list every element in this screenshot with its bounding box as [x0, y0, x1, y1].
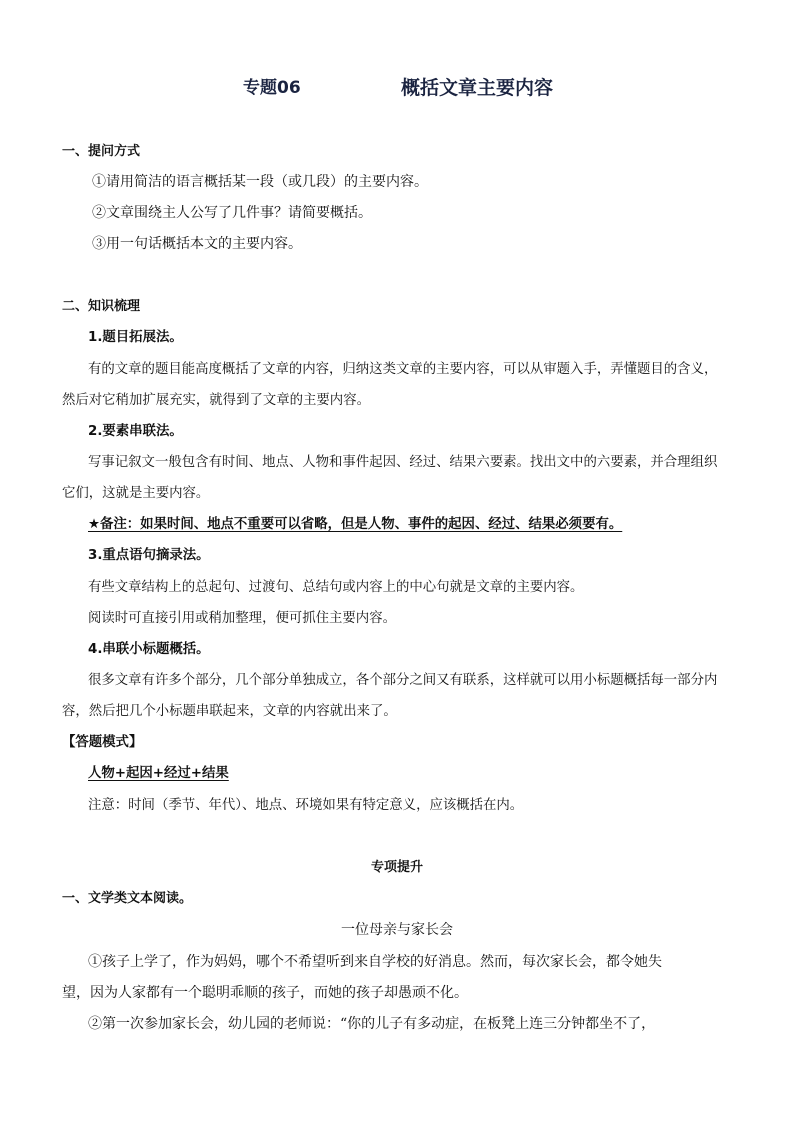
section1-heading: 一、提问方式 [62, 144, 141, 159]
story-para2-line1: ②第一次参加家长会，幼儿园的老师说：“你的儿子有多动症，在板凳上连三分钟都坐不了， [88, 1016, 656, 1032]
method4-para-line1: 很多文章有许多个部分，几个部分单独成立，各个部分之间又有联系，这样就可以用小标题概括每一部分内 [88, 673, 718, 688]
method1-para-line1: 有的文章的题目能高度概括了文章的内容，归纳这类文章的主要内容，可以从审题入手，弄懂题目的含义， [88, 362, 718, 377]
document-title [0, 73, 794, 101]
practice-subheading: 一、文学类文本阅读。 [62, 891, 193, 906]
method2-para-line1: 写事记叙文一般包含有时间、地点、人物和事件起因、经过、结果六要素。找出文中的六要素，并合理组织 [88, 455, 718, 470]
story-para1-line2: 望，因为人家都有一个聪明乖顺的孩子，而她的孩子却愚顽不化。 [62, 985, 468, 1001]
answer-formula: 人物+起因+经过+结果 [88, 766, 229, 781]
method2-para-line2: 它们，这就是主要内容。 [62, 486, 210, 501]
practice-heading: 专项提升 [370, 860, 423, 875]
method2-title: 2.要素串联法。 [88, 424, 183, 439]
answer-mode-heading: 【答题模式】 [62, 735, 143, 750]
title-prefix: 专题06 [243, 78, 301, 98]
note-text: ★备注：如果时间、地点不重要可以省略，但是人物、事件的起因、经过、结果必须要有。 [88, 517, 623, 532]
method3-para-line1: 有些文章结构上的总起句、过渡句、总结句或内容上的中心句就是文章的主要内容。 [88, 580, 584, 595]
story-title: 一位母亲与家长会 [341, 922, 453, 938]
question-item-1: ①请用简洁的语言概括某一段（或几段）的主要内容。 [92, 174, 428, 190]
method3-title: 3.重点语句摘录法。 [88, 548, 210, 563]
answer-note: 注意：时间（季节、年代）、地点、环境如果有特定意义，应该概括在内。 [88, 798, 524, 813]
method4-title: 4.串联小标题概括。 [88, 642, 210, 657]
section2-heading: 二、知识梳理 [62, 299, 141, 314]
method3-para-line2: 阅读时可直接引用或稍加整理，便可抓住主要内容。 [88, 611, 396, 626]
question-item-2: ②文章围绕主人公写了几件事？请简要概括。 [92, 205, 372, 221]
method1-title: 1.题目拓展法。 [88, 330, 183, 345]
title-main: 概括文章主要内容 [401, 77, 554, 99]
method4-para-line2: 容，然后把几个小标题串联起来，文章的内容就出来了。 [62, 704, 397, 719]
story-para1-line1: ①孩子上学了，作为妈妈，哪个不希望听到来自学校的好消息。然而，每次家长会，都令她失 [88, 954, 662, 970]
question-item-3: ③用一句话概括本文的主要内容。 [92, 236, 302, 252]
method1-para-line2: 然后对它稍加扩展充实，就得到了文章的主要内容。 [62, 393, 370, 408]
